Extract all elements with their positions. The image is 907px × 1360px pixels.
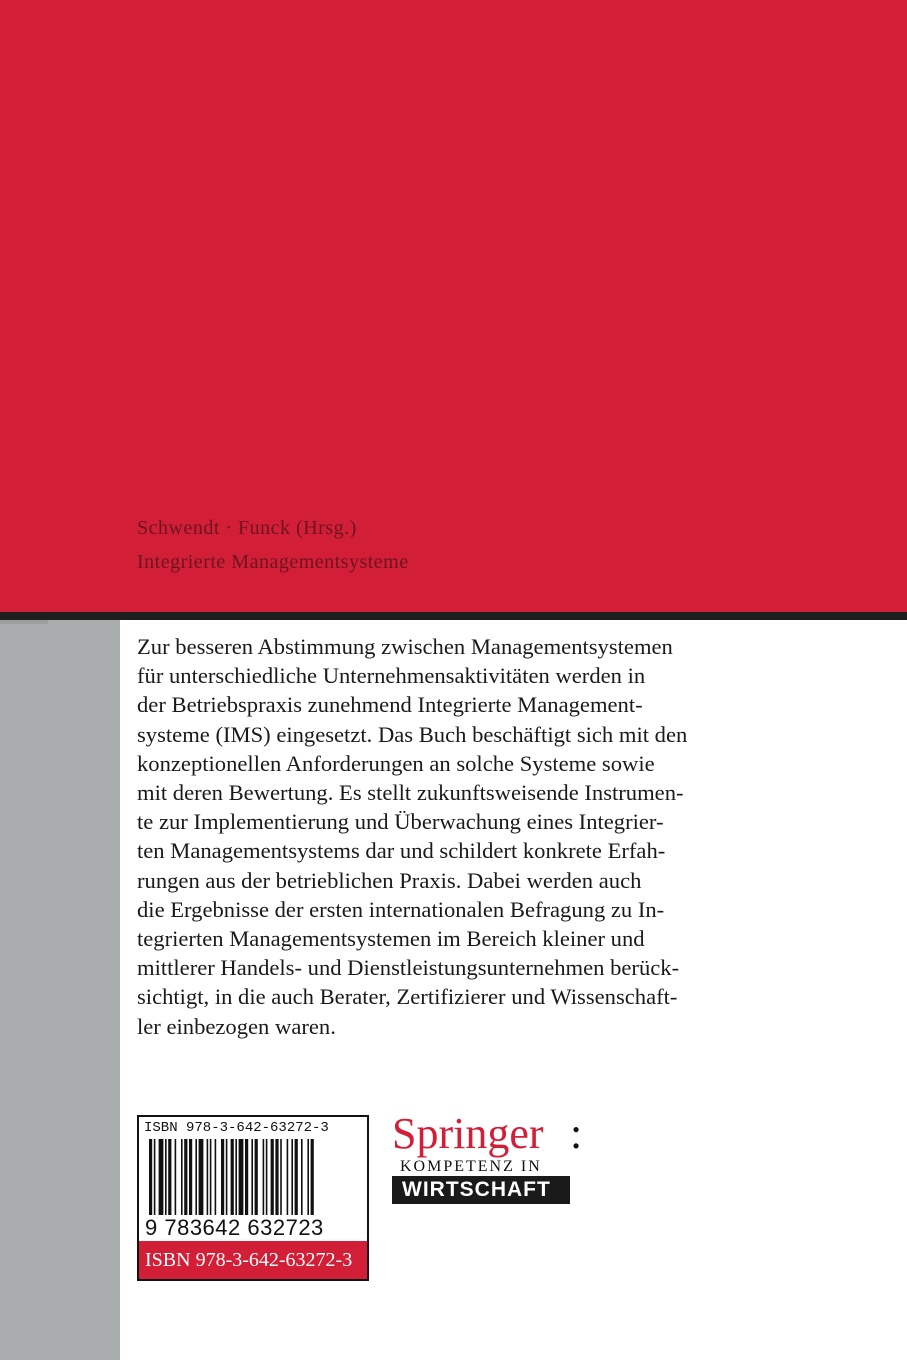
book-authors: Schwendt · Funck (Hrsg.) (137, 517, 357, 539)
publisher-subject-box: WIRTSCHAFT (392, 1176, 570, 1204)
springer-colon: : (570, 1109, 583, 1158)
isbn-barcode-box (137, 1115, 369, 1281)
book-description: Zur besseren Abstimmung zwischen Managementsystemen für unterschiedliche Unternehmensaktivitäten werden in der Betriebspraxis zunehmend Integrierte Management- systeme (IMS) eingesetzt. Das Buch beschäftigt sich mit den konzeptionellen Anforderungen an solche Systeme sowie mit deren Bewertung. Es stellt zukunftsweisende Instrumen- te zur Implementierung und Überwachung eines Integrier- ten Managementsystems dar und schildert konkrete Erfah- rungen aus der betrieblichen Praxis. Dabei werden auch die Ergebnisse der ersten internationalen Befragung zu In- tegrierten Managementsystemen im Bereich kleiner und mittlerer Handels- und Dienstleistungsunternehmen berück- sichtigt, in die auch Berater, Zertifizierer und Wissenschaft- ler einbezogen waren. (137, 634, 688, 1039)
publisher-tagline: KOMPETENZ IN (400, 1158, 542, 1175)
springer-logo (392, 1109, 583, 1208)
cover-divider (0, 612, 907, 620)
cover-top-panel (0, 0, 907, 612)
springer-wordmark: Springer (392, 1109, 544, 1158)
book-title: Integrierte Managementsysteme (137, 551, 409, 573)
barcode-icon (145, 1139, 361, 1215)
left-gray-strip (0, 620, 120, 1360)
isbn-top-text: ISBN 978-3-642-63272-3 (144, 1120, 329, 1136)
barcode-digits: 9 783642 632723 (145, 1215, 324, 1240)
isbn-red-label: ISBN 978-3-642-63272-3 (139, 1241, 367, 1279)
